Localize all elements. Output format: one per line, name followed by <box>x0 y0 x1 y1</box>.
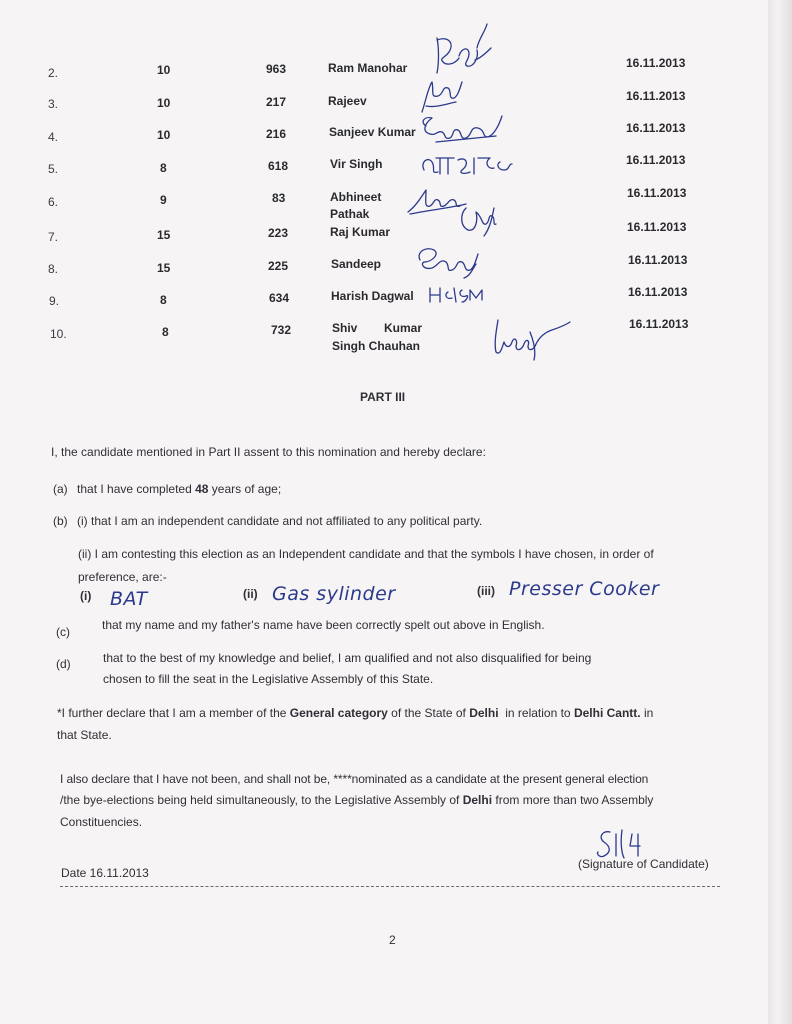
category-text-4: in <box>640 706 654 720</box>
row-sl: 3. <box>48 97 59 111</box>
category-text: *I further declare that I am a member of the <box>57 706 290 720</box>
signature-image <box>424 282 490 306</box>
row-serial: 223 <box>268 226 289 240</box>
row-date: 16.11.2013 <box>626 153 686 167</box>
row-serial: 732 <box>271 323 292 337</box>
row-date: 16.11.2013 <box>629 317 689 331</box>
signature-image <box>425 18 495 80</box>
row-part: 9 <box>160 193 167 207</box>
nomination-declaration-line3: Constituencies. <box>60 815 143 829</box>
clause-c-marker: (c) <box>56 625 70 639</box>
row-part: 15 <box>157 228 171 242</box>
symbol-marker-3: (iii) <box>477 584 495 598</box>
signature-label: (Signature of Candidate) <box>578 857 709 871</box>
nomination-declaration-line2 <box>60 793 653 807</box>
row-serial: 216 <box>266 127 287 141</box>
row-name: Ram Manohar <box>328 61 408 75</box>
row-sl: 6. <box>48 195 59 209</box>
category-declaration-line2: that State. <box>57 728 112 742</box>
signature-image <box>416 112 506 148</box>
paper-edge <box>768 0 792 1024</box>
proposer-table <box>0 0 768 370</box>
clause-d-line2: chosen to fill the seat in the Legislative Assembly of this State. <box>103 672 434 686</box>
clause-b-text: (i) that I am an independent candidate and not affiliated to any political party. <box>77 514 483 528</box>
row-serial: 217 <box>266 95 287 109</box>
row-date: 16.11.2013 <box>626 56 686 70</box>
row-date: 16.11.2013 <box>627 220 687 234</box>
clause-b-ii-line1: (ii) I am contesting this election as an Independent candidate and that the symbols I have chosen, in order of <box>78 547 654 561</box>
constituency-name: Delhi Cantt. <box>573 706 641 720</box>
row-sl: 5. <box>48 162 59 176</box>
row-sl: 10. <box>50 327 67 341</box>
row-serial: 634 <box>269 291 290 305</box>
nomination-text-2: from more than two Assembly <box>492 793 654 807</box>
signature-image <box>486 312 576 364</box>
row-part: 8 <box>160 161 167 175</box>
row-name-continued: Pathak <box>330 207 370 221</box>
symbol-choice-2: Gas sylinder <box>272 583 396 605</box>
row-date: 16.11.2013 <box>626 121 686 135</box>
row-name: Abhineet <box>330 190 382 204</box>
row-sl: 2. <box>48 66 59 80</box>
row-sl: 8. <box>48 262 59 276</box>
assembly-name: Delhi <box>462 793 493 807</box>
row-part: 10 <box>157 63 171 77</box>
clause-a-text-end: years of age; <box>208 482 282 496</box>
clause-d-marker: (d) <box>56 657 71 671</box>
row-name-continued: Singh Chauhan <box>332 339 420 353</box>
row-name: Raj Kumar <box>330 225 391 239</box>
clause-b-ii-line2: preference, are:- <box>78 570 167 584</box>
row-serial: 618 <box>268 159 289 173</box>
row-part: 8 <box>162 325 169 339</box>
row-date: 16.11.2013 <box>627 186 687 200</box>
row-name: Harish Dagwal <box>331 289 414 303</box>
row-date: 16.11.2013 <box>626 89 686 103</box>
row-name: Shiv Kumar <box>332 321 423 335</box>
category-text-3: in relation to <box>498 706 574 720</box>
row-serial: 83 <box>272 191 286 205</box>
clause-a <box>53 482 281 496</box>
part-heading: PART III <box>360 390 406 404</box>
row-sl: 4. <box>48 130 59 144</box>
nomination-declaration-line1: I also declare that I have not been, and shall not be, ****nominated as a candidate at the present general election <box>60 772 649 786</box>
signature-image <box>412 244 492 280</box>
category-name: General category <box>289 706 388 720</box>
row-serial: 225 <box>268 259 289 273</box>
row-part: 10 <box>157 128 171 142</box>
clause-a-text: that I have completed <box>77 482 196 496</box>
signature-image <box>418 148 518 178</box>
row-part: 10 <box>157 96 171 110</box>
page-number: 2 <box>389 933 396 947</box>
clause-a-marker: (a) <box>53 482 68 496</box>
clause-c-text: that my name and my father's name have been correctly spelt out above in English. <box>102 618 545 632</box>
candidate-age: 48 <box>195 482 209 496</box>
symbol-choice-1: BAT <box>110 588 148 610</box>
symbol-marker-1: (i) <box>80 589 92 603</box>
clause-b <box>53 514 482 528</box>
row-name: Vir Singh <box>330 157 383 171</box>
row-name: Sanjeev Kumar <box>329 125 416 139</box>
row-name: Rajeev <box>328 94 367 108</box>
symbol-choice-3: Presser Cooker <box>509 578 660 600</box>
row-serial: 963 <box>266 62 287 76</box>
category-declaration <box>57 706 653 720</box>
symbol-marker-2: (ii) <box>243 587 258 601</box>
row-date: 16.11.2013 <box>628 253 688 267</box>
row-sl: 7. <box>48 230 59 244</box>
row-date: 16.11.2013 <box>628 285 688 299</box>
state-name: Delhi <box>469 706 499 720</box>
row-sl: 9. <box>49 294 60 308</box>
declaration-date: Date 16.11.2013 <box>61 866 149 880</box>
nomination-text: /the bye-elections being held simultaneously, to the Legislative Assembly of <box>60 793 463 807</box>
clause-b-marker: (b) <box>53 514 68 528</box>
category-text-2: of the State of <box>387 706 470 720</box>
row-part: 15 <box>157 261 171 275</box>
row-part: 8 <box>160 293 167 307</box>
dashed-divider <box>60 886 720 887</box>
clause-d-line1: that to the best of my knowledge and belief, I am qualified and not also disqualified for being <box>103 651 592 665</box>
signature-image <box>456 200 502 238</box>
declaration-intro: I, the candidate mentioned in Part II assent to this nomination and hereby declare: <box>51 445 486 459</box>
row-name: Sandeep <box>331 257 382 271</box>
